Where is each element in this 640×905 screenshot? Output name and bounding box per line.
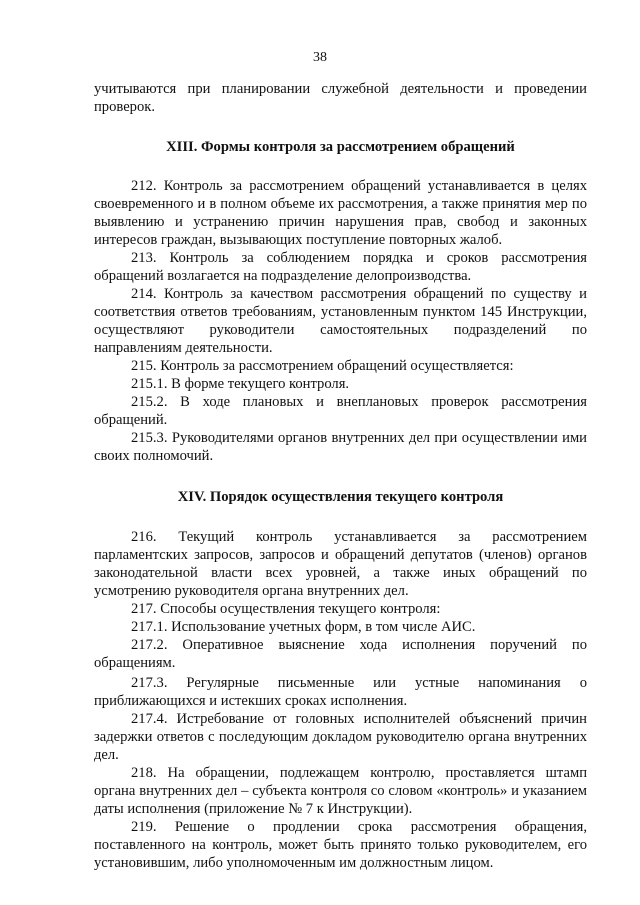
- page-number: 38: [313, 50, 327, 65]
- paragraph-213: 213. Контроль за соблюдением порядка и сроков рассмотрения обращений возлагается на подразделение делопроизводства.: [94, 250, 587, 284]
- paragraph-217-2: 217.2. Оперативное выяснение хода исполнения поручений по обращениям.: [94, 637, 587, 671]
- paragraph-214: 214. Контроль за качеством рассмотрения обращений по существу и соответствия ответов требованиям, установленным пунктом 145 Инструкции, осуществляют руководители самостоятельных подразделений по направлениям деятельности.: [94, 286, 587, 356]
- continuation-paragraph: учитываются при планировании служебной деятельности и проведении проверок.: [94, 81, 587, 115]
- paragraph-215-2: 215.2. В ходе плановых и внеплановых проверок рассмотрения обращений.: [94, 394, 587, 428]
- paragraph-217-3: 217.3. Регулярные письменные или устные напоминания о приближающихся и истекших сроках исполнения.: [94, 675, 587, 709]
- section-14-body: [94, 528, 587, 872]
- paragraph-216: 216. Текущий контроль устанавливается за рассмотрением парламентских запросов, запросов и обращений депутатов (членов) органов законодательной власти всех уровней, а также иных обращений по усмотрению руководителя органа внутренних дел.: [94, 529, 587, 599]
- document-body: [94, 80, 587, 872]
- section-13-heading: XIII. Формы контроля за рассмотрением обращений: [166, 139, 515, 155]
- section-14-heading: XIV. Порядок осуществления текущего контроля: [177, 489, 504, 505]
- paragraph-215-1: 215.1. В форме текущего контроля.: [131, 376, 350, 392]
- paragraph-212: 212. Контроль за рассмотрением обращений устанавливается в целях своевременного и в полном объеме их рассмотрения, а также принятия мер по выявлению и устранению причин нарушения прав, свобод и законных интересов граждан, вызывающих поступление повторных жалоб.: [94, 178, 587, 248]
- section-13-body: [94, 177, 587, 465]
- paragraph-217-1: 217.1. Использование учетных форм, в том числе АИС.: [131, 619, 476, 635]
- paragraph-217-4: 217.4. Истребование от головных исполнителей объяснений причин задержки ответов с последующим докладом руководителю органа внутренних дел.: [94, 711, 587, 763]
- paragraph-215-3: 215.3. Руководителями органов внутренних дел при осуществлении ими своих полномочий.: [94, 430, 587, 464]
- paragraph-217: 217. Способы осуществления текущего контроля:: [131, 601, 441, 617]
- paragraph-219: 219. Решение о продлении срока рассмотрения обращения, поставленного на контроль, может быть принято только руководителем, его установившим, либо уполномоченным им должностным лицом.: [94, 819, 587, 871]
- paragraph-218: 218. На обращении, подлежащем контролю, проставляется штамп органа внутренних дел – субъекта контроля со словом «контроль» и указанием даты исполнения (приложение № 7 к Инструкции).: [94, 765, 587, 817]
- paragraph-215: 215. Контроль за рассмотрением обращений осуществляется:: [131, 358, 514, 374]
